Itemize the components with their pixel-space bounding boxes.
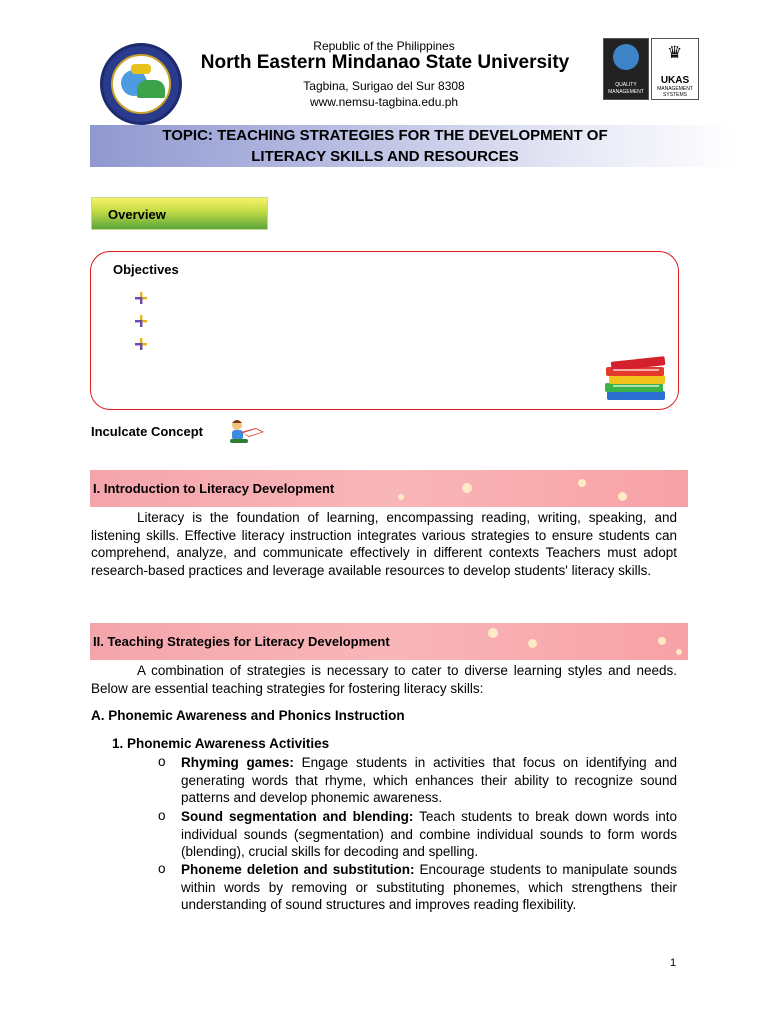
list-marker: o <box>158 861 166 876</box>
overview-label: Overview <box>108 207 166 222</box>
subheading-a: A. Phonemic Awareness and Phonics Instruction <box>91 708 405 723</box>
cross-bullet-icon <box>134 291 148 305</box>
list-item-text: Encourage students to manipulate sounds within words by removing or substituting phonemes, which strengthens their understanding of sound structures and improves reading flexibility. <box>181 862 677 912</box>
list-item-text: Teach students to break down words into individual sounds (segmentation) and combine individual sounds to form words (blending), crucial skills for decoding and spelling. <box>181 809 677 859</box>
ukas-certification-logo: ♛ UKAS MANAGEMENT SYSTEMS <box>651 38 699 100</box>
section1-heading: I. Introduction to Literacy Development <box>93 481 335 496</box>
cross-bullet-icon <box>134 314 148 328</box>
list-item <box>181 754 677 807</box>
section1-paragraph: Literacy is the foundation of learning, encompassing reading, writing, speaking, and listening skills. Effective literacy instruction integrates various strategies to ensure students can comprehend, analyze, and communicate effectively in different contexts Teachers must adopt research-based practices and leverage available resources to develop students' literacy skills. <box>91 510 677 578</box>
objectives-title: Objectives <box>113 262 179 277</box>
website-link[interactable]: www.nemsu-tagbina.edu.ph <box>309 95 459 109</box>
iso-certification-logo: QUALITY MANAGEMENT <box>603 38 649 100</box>
list-item <box>181 808 677 861</box>
child-reading-icon <box>226 418 266 444</box>
university-name: North Eastern Mindanao State University <box>200 52 570 73</box>
inculcate-concept-label: Inculcate Concept <box>91 424 203 439</box>
cross-bullet-icon <box>134 337 148 351</box>
section2-heading: II. Teaching Strategies for Literacy Development <box>93 634 390 649</box>
address: Tagbina, Surigao del Sur 8308 <box>303 79 465 93</box>
list-item-term: Sound segmentation and blending: <box>181 809 414 824</box>
topic-title-line1: TOPIC: TEACHING STRATEGIES FOR THE DEVELOPMENT OF <box>162 127 608 144</box>
list-item-text: Engage students in activities that focus on identifying and generating words that rhyme, which enhances their ability to recognize sound patterns and develop phonemic awareness. <box>181 755 677 805</box>
crown-icon: ♛ <box>667 43 683 62</box>
section2-paragraph: A combination of strategies is necessary to cater to diverse learning styles and needs. Below are essential teaching strategies for fostering literacy skills: <box>91 663 677 696</box>
list-item-term: Phoneme deletion and substitution: <box>181 862 415 877</box>
page-number: 1 <box>670 957 677 969</box>
books-stack-icon <box>603 355 669 401</box>
item1-heading: 1. Phonemic Awareness Activities <box>112 736 330 751</box>
list-marker: o <box>158 808 166 823</box>
list-item-term: Rhyming games: <box>181 755 294 770</box>
republic-label: Republic of the Philippines <box>313 39 455 53</box>
list-marker: o <box>158 754 166 769</box>
overview-banner <box>91 197 268 230</box>
list-item <box>181 861 677 914</box>
topic-title-line2: LITERACY SKILLS AND RESOURCES <box>251 148 519 165</box>
